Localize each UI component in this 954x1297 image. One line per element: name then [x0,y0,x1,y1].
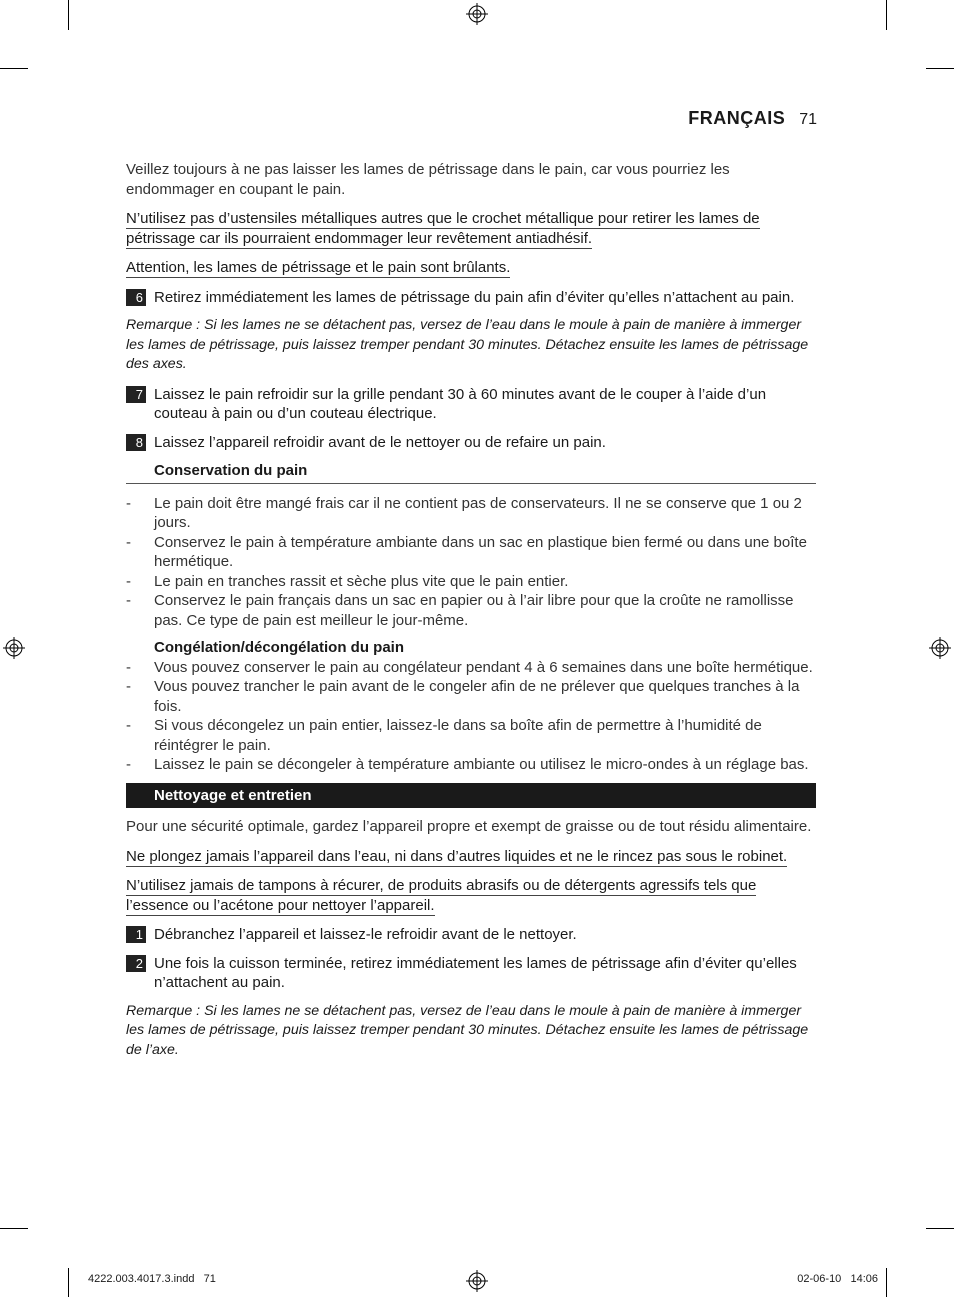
dash-bullet: - [126,592,131,609]
dash-bullet: - [126,533,131,551]
step-text: Retirez immédiatement les lames de pétrissage du pain afin d’éviter qu’elles n’attachent au pain. [154,288,795,306]
section-heading-conservation: Conservation du pain [126,461,816,484]
warning-paragraph [126,209,816,248]
list-item-text: Vous pouvez trancher le pain avant de le congeler afin de ne prélever que quelques tranches à la fois. [154,678,800,715]
list-item [126,572,816,592]
list-item [126,494,816,533]
step-text: Une fois la cuisson terminée, retirez immédiatement les lames de pétrissage afin d’éviter qu’elles n’attachent au pain. [154,954,797,991]
page-header [688,108,817,129]
caution-text: Attention, les lames de pétrissage et le pain sont brûlants. [126,259,511,276]
list-item [126,591,816,630]
list-item-text: Vous pouvez conserver le pain au congélateur pendant 4 à 6 semaines dans une boîte hermétique. [154,658,813,676]
step-text: Laissez l’appareil refroidir avant de le nettoyer ou de refaire un pain. [154,433,606,451]
step-number: 8 [126,434,146,451]
list-item-text: Le pain en tranches rassit et sèche plus vite que le pain entier. [154,572,569,590]
conservation-list [126,494,816,631]
dash-bullet: - [126,756,131,773]
step-number: 6 [126,289,146,306]
step-7 [126,385,816,424]
registration-mark-icon [929,637,951,659]
section-heading-congelation: Congélation/décongélation du pain [154,639,404,656]
registration-mark-icon [466,1270,488,1292]
list-item-text: Laissez le pain se décongeler à température ambiante ou utilisez le micro-ondes à un réglage bas. [154,756,809,773]
warning-paragraph [126,876,816,915]
warning-text: Ne plongez jamais l’appareil dans l’eau, ni dans d’autres liquides et ne le rincez pas sous le robinet. [126,847,788,865]
step-number: 2 [126,955,146,972]
page-number: 71 [799,111,817,128]
warning-paragraph [126,847,816,867]
dash-bullet: - [126,717,131,734]
list-item [126,755,816,775]
step-8 [126,433,816,453]
step-number: 7 [126,386,146,403]
intro-paragraph: Pour une sécurité optimale, gardez l’appareil propre et exempt de graisse ou de tout résidu alimentaire. [126,818,812,835]
dash-bullet: - [126,678,131,695]
crop-mark [926,68,954,69]
intro-paragraph: Veillez toujours à ne pas laisser les lames de pétrissage dans le pain, car vous pourriez les endommager en coupant le pain. [126,161,730,198]
list-item-text: Conservez le pain à température ambiante dans un sac en plastique bien fermé ou dans une boîte hermétique. [154,533,807,570]
list-item [126,658,816,678]
section-bar-nettoyage: Nettoyage et entretien [126,783,816,809]
step-number: 1 [126,926,146,943]
step-text: Laissez le pain refroidir sur la grille pendant 30 à 60 minutes avant de le couper à l’aide d’un couteau à pain ou d’un couteau électrique. [154,385,767,422]
step-1 [126,925,816,945]
list-item-text: Si vous décongelez un pain entier, laissez-le dans sa boîte afin de permettre à l’humidité de réintégrer le pain. [154,717,762,754]
footer-date-slug: 02-06-10 14:06 [797,1273,878,1285]
footer-file-slug: 4222.003.4017.3.indd 71 [88,1273,216,1285]
crop-mark [926,1228,954,1229]
congelation-list [126,658,816,775]
step-text: Débranchez l’appareil et laissez-le refroidir avant de le nettoyer. [154,926,577,943]
list-item [126,677,816,716]
list-item [126,533,816,572]
crop-mark [886,1268,887,1297]
caution-paragraph [126,258,816,278]
page-body [126,160,816,1070]
warning-text: N’utilisez jamais de tampons à récurer, de produits abrasifs ou de détergents agressifs tels que l’essence ou l’acétone pour nettoyer l’appareil. [126,877,757,914]
step-2 [126,954,816,993]
dash-bullet: - [126,494,131,512]
registration-mark-icon [466,3,488,25]
remark: Remarque : Si les lames ne se détachent pas, versez de l’eau dans le moule à pain de manière à immerger les lames de pétrissage, puis laissez tremper pendant 30 minutes. Détachez ensuite les lames de pétrissage des axes. [126,317,809,372]
list-item [126,716,816,755]
list-item-text: Conservez le pain français dans un sac en papier ou à l’air libre pour que la croûte ne ramollisse pas. Ce type de pain est meilleur le jour-même. [154,592,794,629]
crop-mark [0,1228,28,1229]
crop-mark [68,0,69,30]
step-6 [126,288,816,308]
remark: Remarque : Si les lames ne se détachent pas, versez de l’eau dans le moule à pain de manière à immerger les lames de pétrissage, puis laissez tremper pendant 30 minutes. Détachez ensuite les lames de pétrissage de l’axe. [126,1002,809,1058]
warning-text: N’utilisez pas d’ustensiles métalliques autres que le crochet métallique pour retirer les lames de pétrissage car ils pourraient endommager leur revêtement antiadhésif. [126,210,760,247]
language-label: FRANÇAIS [688,108,786,128]
list-item-text: Le pain doit être mangé frais car il ne contient pas de conservateurs. Il ne se conserve que 1 ou 2 jours. [154,494,802,531]
crop-mark [0,68,28,69]
dash-bullet: - [126,658,131,676]
registration-mark-icon [3,637,25,659]
crop-mark [886,0,887,30]
crop-mark [68,1268,69,1297]
dash-bullet: - [126,572,131,590]
